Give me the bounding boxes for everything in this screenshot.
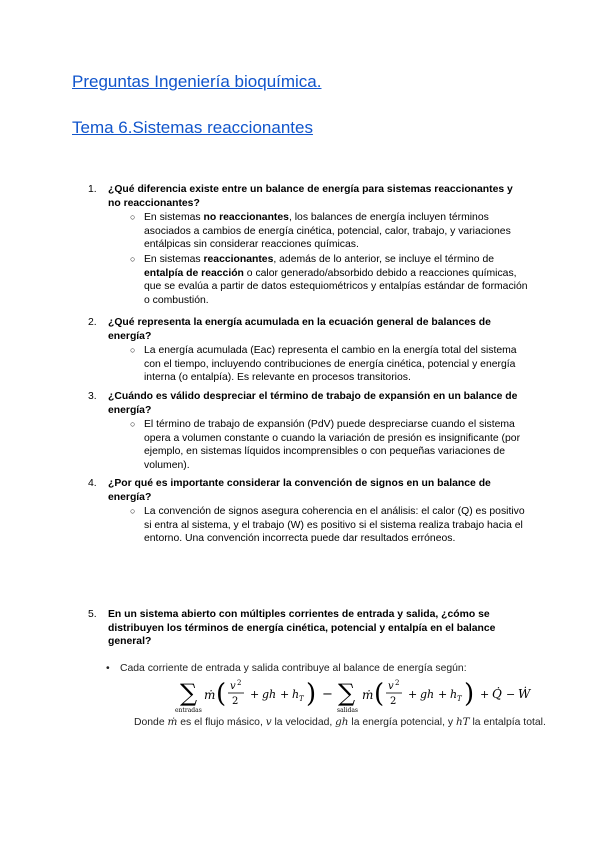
question-1 — [88, 183, 528, 307]
math-symbol: gh — [335, 716, 349, 728]
answer-bold: reaccionantes — [203, 253, 274, 265]
math-symbol: ṁ — [167, 716, 178, 728]
svg-text:): ) — [306, 679, 317, 709]
answer-item — [106, 662, 570, 676]
circle-bullet-icon: ○ — [130, 506, 136, 517]
bullet-icon: • — [106, 663, 110, 674]
svg-text:2: 2 — [232, 696, 239, 707]
svg-text:2: 2 — [395, 679, 400, 687]
text: es el flujo másico, — [177, 717, 266, 728]
question-4 — [88, 477, 528, 546]
sum-out-label: salidas — [337, 707, 358, 714]
answer-text: Cada corriente de entrada y salida contribuye al balance de energía según: — [120, 663, 467, 674]
svg-text:(: ( — [374, 679, 385, 709]
svg-text:+: + — [250, 688, 260, 701]
question-2 — [88, 316, 528, 385]
question-3 — [88, 390, 528, 473]
question-number: 2. — [88, 317, 97, 328]
svg-text:+: + — [280, 688, 290, 701]
answer-text: En sistemas — [144, 212, 204, 224]
circle-bullet-icon: ○ — [130, 253, 136, 264]
answer-text: o calor generado/absorbido debido a reacciones químicas, que se evalúa a partir de datos estequiométricos y entalpías estándar de formación o combustión. — [144, 267, 528, 306]
svg-text:+: + — [438, 688, 448, 701]
text: la energía potencial, y — [348, 717, 456, 728]
text: Donde — [134, 717, 168, 728]
question-text: ¿Cuándo es válido despreciar el término de trabajo de expansión en un balance de energía? — [108, 391, 518, 416]
answer-item — [130, 505, 528, 546]
circle-bullet-icon: ○ — [130, 419, 136, 430]
answer-text: La energía acumulada (Eac) representa el cambio en la energía total del sistema con el tiempo, incluyendo contribuciones de energía cinética, potencial y energía interna (o entalpía). Es relevante en procesos transitorios. — [144, 345, 517, 384]
question-text: ¿Qué representa la energía acumulada en la ecuación general de balances de energía? — [108, 317, 491, 342]
document-title: Preguntas Ingeniería bioquímica. — [72, 72, 322, 91]
energy-balance-formula — [175, 678, 560, 714]
svg-text:(: ( — [216, 679, 227, 709]
svg-text:): ) — [464, 679, 475, 709]
answer-text: , además de lo anterior, se incluye el término de — [273, 253, 495, 265]
svg-text:−: − — [322, 687, 333, 702]
svg-text:+: + — [408, 688, 418, 701]
question-text: ¿Qué diferencia existe entre un balance de energía para sistemas reaccionantes y no reaccionantes? — [108, 184, 513, 209]
svg-text:ṁ: ṁ — [204, 688, 216, 702]
formula-explanation — [134, 716, 574, 728]
circle-bullet-icon: ○ — [130, 212, 136, 223]
answer-item — [130, 418, 528, 472]
svg-text:h: h — [292, 688, 300, 701]
question-text: ¿Por qué es importante considerar la convención de signos en un balance de energía? — [108, 478, 491, 503]
text: la entalpía total. — [469, 717, 546, 728]
svg-text:T: T — [299, 695, 304, 703]
svg-text:gh: gh — [262, 688, 277, 701]
svg-text:Q̇: Q̇ — [492, 687, 502, 701]
question-5 — [88, 608, 528, 649]
sum-symbol: ∑ — [180, 679, 198, 707]
svg-text:h: h — [450, 688, 458, 701]
svg-text:T: T — [457, 695, 462, 703]
math-symbol: v — [265, 716, 272, 728]
svg-text:−: − — [506, 688, 516, 701]
text: la velocidad, — [271, 717, 336, 728]
question-number: 1. — [88, 184, 97, 195]
answer-item — [130, 211, 528, 252]
svg-text:gh: gh — [420, 688, 435, 701]
svg-text:v: v — [230, 681, 236, 692]
question-number: 4. — [88, 478, 97, 489]
circle-bullet-icon: ○ — [130, 345, 136, 356]
question-number: 3. — [88, 391, 97, 402]
svg-text:Ẇ: Ẇ — [518, 687, 531, 701]
answer-text: , los balances de energía incluyen términos asociados a cambios de energía cinética, potencial, calor, trabajo, y variaciones entálpicas sin considerar reacciones químicas. — [144, 212, 511, 251]
sum-in-label: entradas — [175, 707, 202, 714]
answer-bold: no reaccionantes — [203, 212, 289, 224]
svg-text:ṁ: ṁ — [362, 688, 374, 702]
answer-item — [130, 253, 528, 307]
answer-text: La convención de signos asegura coherencia en el análisis: el calor (Q) es positivo si entra al sistema, y el trabajo (W) es positivo si el sistema realiza trabajo hacia el entorno. Una convención incorrecta puede dar resultados erróneos. — [144, 506, 525, 545]
question-number: 5. — [88, 609, 97, 620]
sum-symbol: ∑ — [338, 679, 356, 707]
answer-text: En sistemas — [144, 253, 204, 265]
svg-text:v: v — [388, 681, 394, 692]
answer-text: El término de trabajo de expansión (PdV) puede despreciarse cuando el sistema opera a volumen constante o cuando la variación de presión es insignificante (por ejemplo, en sistemas líquidos incomprensibles o con pequeñas variaciones de volumen). — [144, 419, 521, 471]
svg-text:2: 2 — [237, 679, 242, 687]
section-title: Tema 6.Sistemas reaccionantes — [72, 118, 313, 137]
answer-item — [130, 344, 528, 385]
question-text: En un sistema abierto con múltiples corrientes de entrada y salida, ¿cómo se distribuyen los términos de energía cinética, potencial y entalpía en el balance general? — [108, 609, 496, 648]
svg-text:2: 2 — [390, 696, 397, 707]
svg-text:+: + — [480, 688, 490, 701]
math-symbol: hT — [455, 716, 470, 728]
answer-bold: entalpía de reacción — [144, 267, 244, 279]
